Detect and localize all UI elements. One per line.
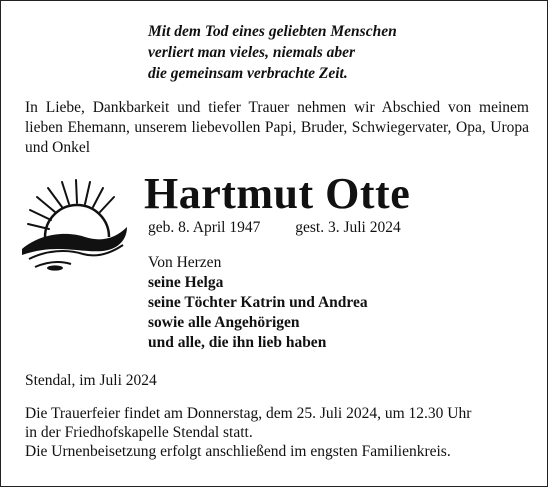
funeral-information [25, 404, 531, 461]
mourner-line: sowie alle Angehörigen [148, 314, 300, 331]
poem-line: Mit dem Tod eines geliebten Menschen [148, 23, 397, 40]
death-date: gest. 3. Juli 2024 [295, 219, 401, 236]
place-and-date: Stendal, im Juli 2024 [25, 372, 157, 389]
deceased-name: Hartmut Otte [144, 169, 411, 218]
funeral-line: Die Trauerfeier findet am Donnerstag, dem 25. Juli 2024, um 12.30 Uhr [25, 405, 472, 422]
mourner-line: seine Helga [148, 274, 224, 291]
mourner-line: und alle, die ihn lieb haben [148, 334, 327, 351]
mourner-line: seine Töchter Katrin und Andrea [148, 294, 368, 311]
poem-line: die gemeinsam verbrachte Zeit. [148, 65, 348, 82]
mourners-list [148, 253, 368, 353]
funeral-line: Die Urnenbeisetzung erfolgt anschließend im engsten Familienkreis. [25, 443, 451, 460]
setting-sun-over-hills-icon [19, 179, 131, 279]
poem-line: verliert man vieles, niemals aber [148, 44, 356, 61]
memorial-poem [148, 21, 397, 84]
mourners-intro: Von Herzen [148, 254, 222, 271]
life-dates [148, 218, 401, 238]
funeral-line: in der Friedhofskapelle Stendal statt. [25, 424, 253, 441]
birth-date: geb. 8. April 1947 [148, 219, 261, 236]
farewell-text: In Liebe, Dankbarkeit und tiefer Trauer nehmen wir Abschied von meinem lieben Ehemann, unserem liebevollen Papi, Bruder, Schwiegervater, Opa, Uropa und Onkel [25, 99, 529, 156]
